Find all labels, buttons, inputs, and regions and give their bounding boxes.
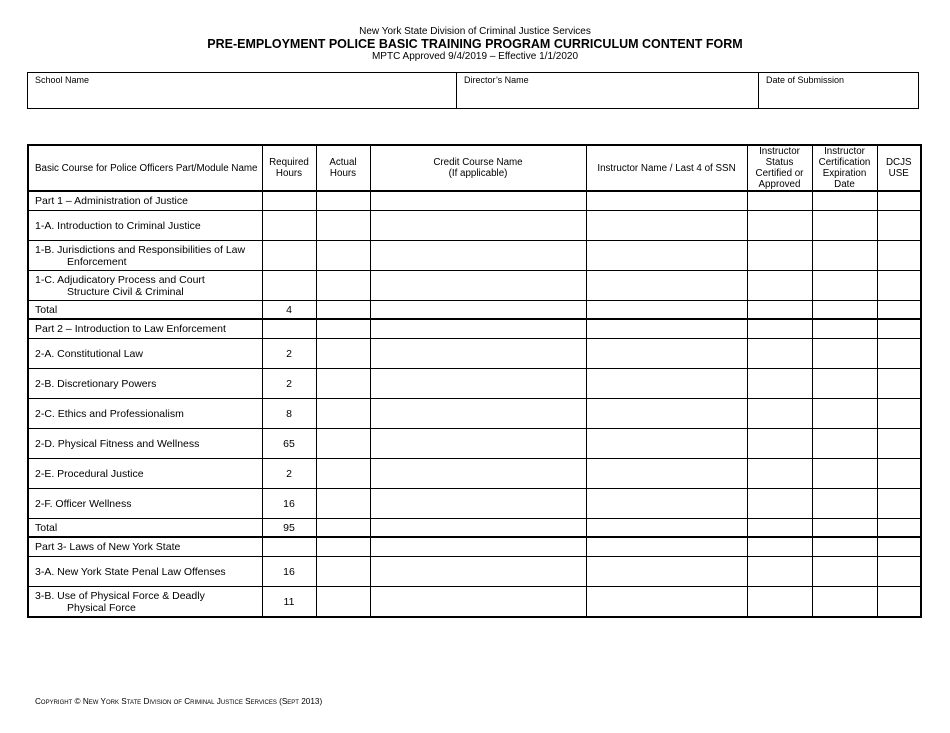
school-name-field[interactable] xyxy=(28,73,456,108)
input-cell[interactable] xyxy=(812,489,877,519)
part2-title: Part 2 – Introduction to Law Enforcement xyxy=(28,319,262,339)
input-cell[interactable] xyxy=(747,211,812,241)
required-hours-cell: 2 xyxy=(262,459,316,489)
input-cell[interactable] xyxy=(316,271,370,301)
input-cell[interactable] xyxy=(747,557,812,587)
total-label: Total xyxy=(28,519,262,538)
input-cell[interactable] xyxy=(877,459,921,489)
table-row xyxy=(28,489,921,519)
module-name-line2: Physical Force xyxy=(67,601,136,614)
input-cell[interactable] xyxy=(812,369,877,399)
input-cell[interactable] xyxy=(877,557,921,587)
input-cell[interactable] xyxy=(877,319,921,339)
module-name-line1: 1-C. Adjudicatory Process and Court xyxy=(35,273,205,286)
module-name-line1: 1-B. Jurisdictions and Responsibilities of Law xyxy=(35,243,246,256)
input-cell[interactable] xyxy=(586,429,747,459)
input-cell[interactable] xyxy=(877,369,921,399)
input-cell[interactable] xyxy=(812,211,877,241)
col-actual-hours-header: Actual Hours xyxy=(316,145,370,191)
required-hours-cell[interactable] xyxy=(262,271,316,301)
required-hours-cell: 65 xyxy=(262,429,316,459)
input-cell[interactable] xyxy=(316,191,370,211)
input-cell[interactable] xyxy=(316,369,370,399)
part2-total-row xyxy=(28,519,921,538)
input-cell[interactable] xyxy=(370,519,586,538)
required-hours-cell[interactable] xyxy=(262,241,316,271)
credit-course-line2: (If applicable) xyxy=(448,168,508,179)
col-dcjs-use-header: DCJS USE xyxy=(877,145,921,191)
input-cell[interactable] xyxy=(586,369,747,399)
input-cell[interactable] xyxy=(370,399,586,429)
input-cell[interactable] xyxy=(877,399,921,429)
input-cell[interactable] xyxy=(316,429,370,459)
input-cell[interactable] xyxy=(877,429,921,459)
input-cell[interactable] xyxy=(586,587,747,618)
table-row xyxy=(28,271,921,301)
table-header-row xyxy=(28,145,921,191)
module-name: 2-E. Procedural Justice xyxy=(28,459,262,489)
table-row xyxy=(28,459,921,489)
col-module-header: Basic Course for Police Officers Part/Module Name xyxy=(28,145,262,191)
input-cell[interactable] xyxy=(877,241,921,271)
col-instructor-status-header: Instructor Status Certified or Approved xyxy=(747,145,812,191)
table-row xyxy=(28,211,921,241)
part1-total-row xyxy=(28,301,921,320)
input-cell[interactable] xyxy=(370,489,586,519)
copyright-notice: Copyright © New York State Division of Criminal Justice Services (Sept 2013) xyxy=(35,697,323,706)
input-cell[interactable] xyxy=(316,301,370,320)
input-cell[interactable] xyxy=(877,211,921,241)
input-cell[interactable] xyxy=(812,519,877,538)
input-cell[interactable] xyxy=(812,587,877,618)
input-cell[interactable] xyxy=(262,191,316,211)
col-instructor-name-header: Instructor Name / Last 4 of SSN xyxy=(586,145,747,191)
input-cell[interactable] xyxy=(586,399,747,429)
input-cell[interactable] xyxy=(877,519,921,538)
input-cell[interactable] xyxy=(812,557,877,587)
table-row xyxy=(28,241,921,271)
required-hours-cell: 2 xyxy=(262,339,316,369)
table-row xyxy=(28,369,921,399)
input-cell[interactable] xyxy=(812,191,877,211)
input-cell[interactable] xyxy=(747,459,812,489)
module-name xyxy=(28,241,262,271)
input-cell[interactable] xyxy=(812,399,877,429)
table-row xyxy=(28,557,921,587)
input-cell[interactable] xyxy=(316,241,370,271)
input-cell[interactable] xyxy=(877,587,921,618)
input-cell[interactable] xyxy=(370,339,586,369)
input-cell[interactable] xyxy=(747,519,812,538)
input-cell[interactable] xyxy=(877,301,921,320)
input-cell[interactable] xyxy=(370,191,586,211)
col-credit-course-header xyxy=(370,145,586,191)
input-cell[interactable] xyxy=(747,301,812,320)
input-cell[interactable] xyxy=(747,489,812,519)
agency-name: New York State Division of Criminal Justice Services xyxy=(359,26,591,37)
input-cell[interactable] xyxy=(370,587,586,618)
input-cell[interactable] xyxy=(316,557,370,587)
input-cell[interactable] xyxy=(812,319,877,339)
total-label: Total xyxy=(28,301,262,320)
input-cell[interactable] xyxy=(877,191,921,211)
input-cell[interactable] xyxy=(877,537,921,557)
part2-heading-row xyxy=(28,319,921,339)
module-name xyxy=(28,271,262,301)
input-cell[interactable] xyxy=(747,369,812,399)
module-name: 2-B. Discretionary Powers xyxy=(28,369,262,399)
input-cell[interactable] xyxy=(370,271,586,301)
table-row xyxy=(28,429,921,459)
input-cell[interactable] xyxy=(586,191,747,211)
input-cell[interactable] xyxy=(747,339,812,369)
input-cell[interactable] xyxy=(370,301,586,320)
input-cell[interactable] xyxy=(747,399,812,429)
input-cell[interactable] xyxy=(370,537,586,557)
table-row xyxy=(28,339,921,369)
date-of-submission-label: Date of Submission xyxy=(766,75,845,85)
input-cell[interactable] xyxy=(747,241,812,271)
input-cell[interactable] xyxy=(747,271,812,301)
module-name xyxy=(28,587,262,618)
input-cell[interactable] xyxy=(747,587,812,618)
input-cell[interactable] xyxy=(262,319,316,339)
input-cell[interactable] xyxy=(747,429,812,459)
input-cell[interactable] xyxy=(747,319,812,339)
form-title: PRE-EMPLOYMENT POLICE BASIC TRAINING PROGRAM CURRICULUM CONTENT FORM xyxy=(207,37,743,51)
module-name: 2-F. Officer Wellness xyxy=(28,489,262,519)
required-hours-cell[interactable] xyxy=(262,211,316,241)
input-cell[interactable] xyxy=(812,429,877,459)
module-name: 2-C. Ethics and Professionalism xyxy=(28,399,262,429)
input-cell[interactable] xyxy=(812,241,877,271)
col-instructor-cert-header: Instructor Certification Expiration Date xyxy=(812,145,877,191)
credit-course-line1: Credit Course Name xyxy=(433,157,523,168)
input-cell[interactable] xyxy=(316,339,370,369)
input-cell[interactable] xyxy=(370,319,586,339)
input-cell[interactable] xyxy=(316,519,370,538)
input-cell[interactable] xyxy=(877,271,921,301)
directors-name-field[interactable] xyxy=(456,73,758,108)
input-cell[interactable] xyxy=(370,241,586,271)
input-cell[interactable] xyxy=(316,399,370,429)
input-cell[interactable] xyxy=(370,557,586,587)
input-cell[interactable] xyxy=(586,489,747,519)
required-hours-cell: 2 xyxy=(262,369,316,399)
approval-line: MPTC Approved 9/4/2019 – Effective 1/1/2020 xyxy=(371,51,579,62)
input-cell[interactable] xyxy=(370,369,586,399)
input-cell[interactable] xyxy=(586,537,747,557)
input-cell[interactable] xyxy=(586,519,747,538)
module-name-line2: Structure Civil & Criminal xyxy=(67,285,184,298)
part3-heading-row xyxy=(28,537,921,557)
input-cell[interactable] xyxy=(316,489,370,519)
school-info-box xyxy=(27,72,919,109)
input-cell[interactable] xyxy=(586,241,747,271)
input-cell[interactable] xyxy=(586,271,747,301)
table-row xyxy=(28,399,921,429)
module-name: 3-A. New York State Penal Law Offenses xyxy=(28,557,262,587)
input-cell[interactable] xyxy=(316,537,370,557)
input-cell[interactable] xyxy=(812,537,877,557)
input-cell[interactable] xyxy=(316,319,370,339)
input-cell[interactable] xyxy=(812,271,877,301)
input-cell[interactable] xyxy=(262,537,316,557)
module-name-line2: Enforcement xyxy=(67,255,127,268)
input-cell[interactable] xyxy=(586,339,747,369)
required-hours-cell: 16 xyxy=(262,557,316,587)
total-hours: 4 xyxy=(262,301,316,320)
module-name-line1: 3-B. Use of Physical Force & Deadly xyxy=(35,589,205,602)
input-cell[interactable] xyxy=(747,537,812,557)
directors-name-label: Director’s Name xyxy=(464,75,529,85)
col-required-hours-header: Required Hours xyxy=(262,145,316,191)
curriculum-table xyxy=(27,144,922,618)
input-cell[interactable] xyxy=(586,557,747,587)
input-cell[interactable] xyxy=(812,339,877,369)
module-name: 1-A. Introduction to Criminal Justice xyxy=(28,211,262,241)
input-cell[interactable] xyxy=(586,319,747,339)
input-cell[interactable] xyxy=(586,459,747,489)
input-cell[interactable] xyxy=(877,339,921,369)
input-cell[interactable] xyxy=(586,301,747,320)
required-hours-cell: 11 xyxy=(262,587,316,618)
input-cell[interactable] xyxy=(316,587,370,618)
input-cell[interactable] xyxy=(370,459,586,489)
input-cell[interactable] xyxy=(812,301,877,320)
input-cell[interactable] xyxy=(370,429,586,459)
input-cell[interactable] xyxy=(747,191,812,211)
date-of-submission-field[interactable] xyxy=(758,73,918,108)
input-cell[interactable] xyxy=(877,489,921,519)
table-row xyxy=(28,587,921,618)
required-hours-cell: 16 xyxy=(262,489,316,519)
total-hours: 95 xyxy=(262,519,316,538)
required-hours-cell: 8 xyxy=(262,399,316,429)
input-cell[interactable] xyxy=(812,459,877,489)
input-cell[interactable] xyxy=(316,459,370,489)
part1-heading-row xyxy=(28,191,921,211)
input-cell[interactable] xyxy=(316,211,370,241)
module-name: 2-A. Constitutional Law xyxy=(28,339,262,369)
school-name-label: School Name xyxy=(35,75,90,85)
part3-title: Part 3- Laws of New York State xyxy=(28,537,262,557)
input-cell[interactable] xyxy=(370,211,586,241)
module-name: 2-D. Physical Fitness and Wellness xyxy=(28,429,262,459)
part1-title: Part 1 – Administration of Justice xyxy=(28,191,262,211)
input-cell[interactable] xyxy=(586,211,747,241)
